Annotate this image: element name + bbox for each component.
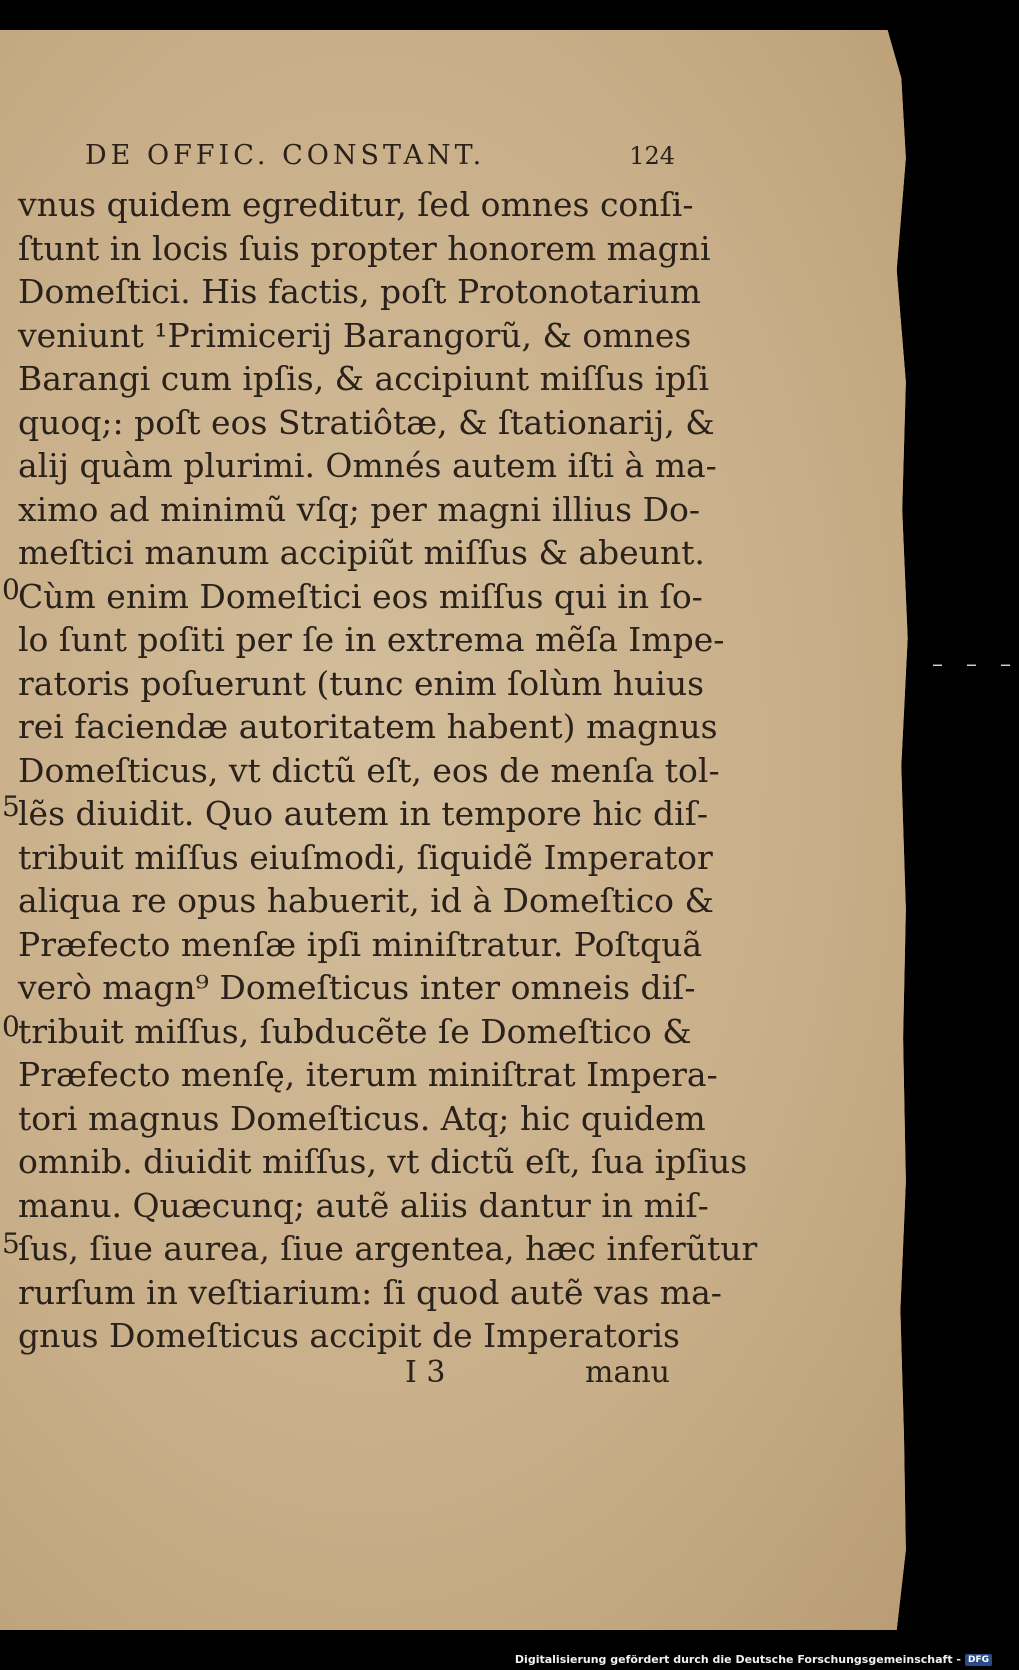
page-header bbox=[85, 140, 675, 176]
footer-credit-text: Digitalisierung gefördert durch die Deutsche Forschungsgemeinschaft - bbox=[514, 1653, 961, 1666]
margin-line-number: 5 bbox=[2, 790, 20, 823]
text-line: ximo ad minimũ vſq; per magni illius Do- bbox=[18, 489, 701, 529]
text-line: rei faciendæ autoritatem habent) magnus bbox=[18, 707, 718, 746]
footer-credit bbox=[515, 1653, 992, 1666]
margin-line-number: 5 bbox=[2, 1227, 20, 1260]
running-head: DE OFFIC. CONSTANT. bbox=[85, 140, 486, 171]
folio-number: 124 bbox=[629, 142, 675, 170]
text-line: Præfecto menſę, iterum miniſtrat Impera- bbox=[18, 1055, 718, 1094]
text-line: verò magn⁹ Domeſticus inter omneis diſ- bbox=[18, 968, 696, 1007]
text-line: Domeſtici. His factis, poſt Protonotarium bbox=[18, 272, 701, 311]
text-line: ſtunt in locis ſuis propter honorem magni bbox=[18, 228, 711, 268]
text-line: lẽs diuidit. Quo autem in tempore hic diſ- bbox=[18, 794, 709, 833]
margin-line-number: 0 bbox=[2, 1010, 20, 1043]
text-line: tribuit miſſus eiuſmodi, ſiquidẽ Imperator bbox=[18, 837, 713, 877]
margin-line-number: 0 bbox=[2, 573, 20, 606]
text-line: vnus quidem egreditur, ſed omnes conſi- bbox=[18, 185, 694, 224]
text-line: veniunt ¹Primicerij Barangorũ, & omnes bbox=[18, 315, 692, 355]
text-line: alij quàm plurimi. Omnés autem iſti à ma- bbox=[18, 446, 717, 485]
text-line: ratoris poſuerunt (tunc enim ſolùm huius bbox=[18, 663, 705, 703]
text-line: manu. Quæcunq; autẽ aliis dantur in miſ- bbox=[18, 1185, 709, 1225]
catchword: manu bbox=[585, 1355, 670, 1390]
text-line: quoq;: poſt eos Stratiôtæ, & ſtationarij, & bbox=[18, 402, 715, 442]
margin-mark-dashes: – – – bbox=[932, 652, 1019, 677]
text-line: lo ſunt poſiti per ſe in extrema mẽſa Impe- bbox=[18, 620, 725, 659]
text-line: omnib. diuidit miſſus, vt dictũ eſt, ſua ipſius bbox=[18, 1142, 748, 1181]
body-text bbox=[18, 183, 758, 1358]
text-line: tori magnus Domeſticus. Atq; hic quidem bbox=[18, 1098, 706, 1138]
text-line: meſtici manum accipiũt miſſus & abeunt. bbox=[18, 533, 705, 572]
dfg-logo: DFG bbox=[965, 1654, 992, 1666]
catchline bbox=[400, 1355, 670, 1395]
text-line: rurſum in veſtiarium: ſi quod autẽ vas ma- bbox=[18, 1272, 722, 1312]
text-line: aliqua re opus habuerit, id à Domeſtico & bbox=[18, 881, 714, 920]
text-line: gnus Domeſticus accipit de Imperatoris bbox=[18, 1316, 680, 1355]
signature-mark: I 3 bbox=[405, 1355, 446, 1390]
text-line: Domeſticus, vt dictũ eſt, eos de menſa tol- bbox=[18, 750, 720, 790]
text-line: ſus, ſiue aurea, ſiue argentea, hæc inferũtur bbox=[18, 1229, 758, 1268]
text-line: tribuit miſſus, ſubducẽte ſe Domeſtico & bbox=[18, 1011, 692, 1051]
text-line: Cùm enim Domeſtici eos miſſus qui in ſo- bbox=[18, 576, 703, 616]
text-line: Barangi cum ipſis, & accipiunt miſſus ipſi bbox=[18, 359, 710, 398]
text-line: Præfecto menſæ ipſi miniſtratur. Poſtquã bbox=[18, 924, 703, 964]
